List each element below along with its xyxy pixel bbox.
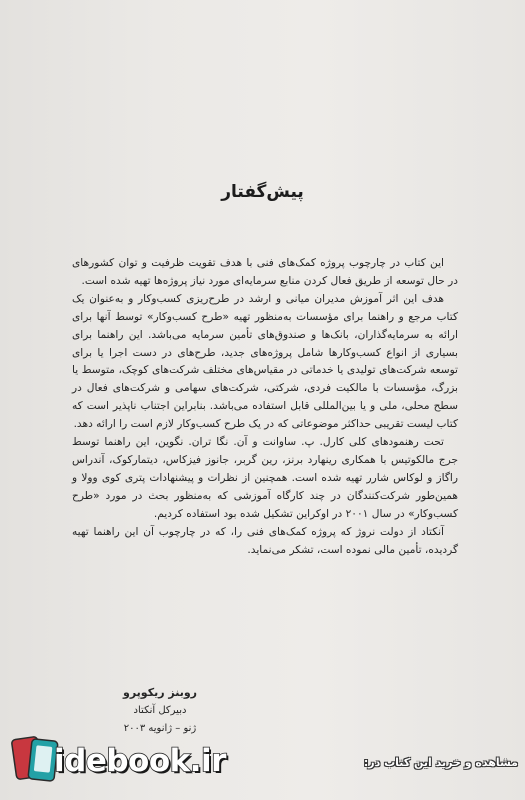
signatory-name: روبنز ریکوپرو: [122, 686, 198, 699]
watermark-footer: [0, 726, 525, 800]
promo-text: مشاهده و خرید این کتاب در:: [363, 756, 518, 769]
preface-body: [72, 255, 458, 559]
paragraph: این کتاب در چارچوب پروژه کمک‌های فنی با هدف تقویت ظرفیت و توان کشورهای در حال توسعه از طریق فعال کردن منابع سرمایه‌ای مورد نیاز پروژه‌ها تهیه شده است.: [72, 257, 458, 287]
paragraph: هدف این اثر آموزش مدیران میانی و ارشد در طرح‌ریزی کسب‌وکار و به‌عنوان یک کتاب مرجع و راهنما برای مؤسسات به‌منظور تهیه «طرح کسب‌وکار» توسط آنها برای ارائه به سرمایه‌گذاران، بانک‌ها و صندوق‌های تأمین سرمایه می‌باشد. این راهنما برای بسیاری از انواع کسب‌وکارها شامل پروژه‌های جدید، طرح‌های در دست اجرا یا برای توسعه شرکت‌های تولیدی یا خدماتی در مقیاس‌های مختلف شرکت‌های کوچک، متوسط یا بزرگ، مؤسسات با مالکیت فردی، شرکتی، شرکت‌های سهامی و شرکت‌های فعال در سطح محلی، ملی و یا بین‌المللی قابل استفاده می‌باشد. بنابراین اجتناب ناپذیر است که کتاب لیست تقریبی حداکثر موضوعاتی که در یک طرح کسب‌وکار لازم است را ارائه دهد.: [72, 292, 458, 431]
logo-wordmark: idebook.ir: [54, 743, 226, 779]
paragraph: تحت رهنمودهای کلی کارل. پ. ساوانت و آن. نگا تران. نگوین، این راهنما توسط جرج مالکوتیس با همکاری رینهارد برنز، رین گربر، جانوز فیزکاس، دیتمارکوک، آندراس راگاز و لوکاس شارر تهیه شده است. همچنین از نظرات و پیشنهادات پتری کوی وولا و همین‌طور شرکت‌کنندگان در چند کارگاه آموزشی که به‌منظور بحث در مورد «طرح کسب‌وکار» در سال ۲۰۰۱ در اوکراین تشکیل شده بود استفاده کردیم.: [72, 436, 458, 520]
page-title: پیش‌گفتار: [221, 182, 304, 202]
signature-date: ژنو – ژانویه ۲۰۰۳: [123, 723, 197, 734]
signatory-role: دبیرکل آنکتاد: [133, 705, 187, 716]
paragraph: آنکتاد از دولت نروژ که پروژه کمک‌های فنی را، که در چارچوب آن این راهنما تهیه گردیده، تأمین مالی نموده است، تشکر می‌نماید.: [72, 525, 458, 556]
site-logo[interactable]: [8, 726, 248, 796]
